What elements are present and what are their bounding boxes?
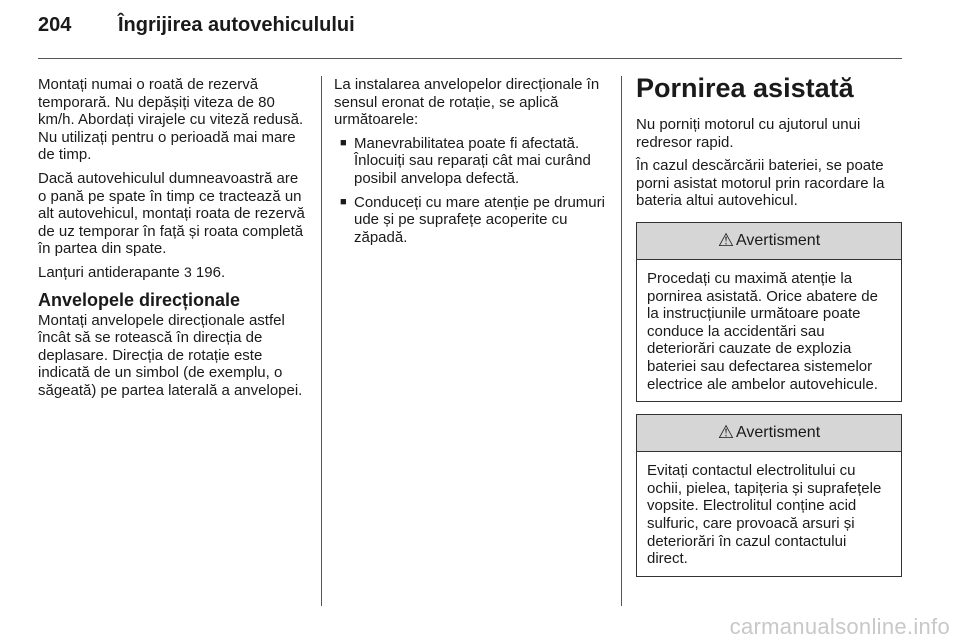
paragraph: În cazul descărcării bateriei, se poate porni asistat motorul prin racordare la bateria altui autovehicul. (636, 157, 885, 210)
column-divider-2 (621, 76, 622, 606)
list-item-text: Conduceți cu mare atenție pe drumuri ude și pe suprafețe acoperite cu zăpadă. (354, 193, 605, 246)
paragraph: La instalarea anvelopelor direcționale în sensul eronat de rotație, se aplică următoarele: (334, 76, 600, 129)
chains-reference (38, 264, 308, 282)
paragraph: Dacă autovehiculul dumneavoastră are o pană pe spate în timp ce tractează un alt autovehicul, montați roata de rezervă de uz temporar în față și roata completă în partea din spate. (38, 169, 305, 258)
warning-box (636, 222, 902, 402)
bullet-square-icon: ■ (340, 195, 347, 208)
chains-ref-page[interactable]: 196. (195, 263, 226, 281)
section-heading-directional-tires: Anvelopele direcționale (38, 289, 241, 310)
warning-header (637, 223, 901, 260)
warning-heading: Avertisment (735, 232, 821, 250)
warning-header (637, 415, 901, 452)
chains-ref-text: Lanțuri antiderapante (38, 263, 180, 281)
page-ref-arrow-icon: 3 (183, 263, 192, 280)
paragraph: Montați anvelopele direcționale astfel încât să se rotească în direcția de deplasare. Direcția de rotație este indicată de un simbol (de exemplu, o săgeată) pe partea laterală a anvelopei. (38, 311, 303, 399)
list-item-text: Manevrabilitatea poate fi afectată. Înlocuiți sau reparați cât mai curând posibil anvelopa defectă. (354, 134, 591, 187)
warning-box (636, 414, 902, 577)
page-number: 204 (38, 14, 72, 36)
warning-triangle-icon: ⚠ (717, 422, 734, 443)
list-item (334, 194, 606, 247)
section-title-jump-start: Pornirea asistată (636, 73, 854, 103)
paragraph: Montați numai o roată de rezervă temporară. Nu depășiți viteza de 80 km/h. Abordați virajele cu viteză redusă. Nu utilizați pentru o perioadă mai mare de timp. (38, 76, 304, 164)
header-rule (38, 58, 902, 59)
warning-triangle-icon: ⚠ (717, 230, 734, 251)
paragraph: Nu porniți motorul cu ajutorul unui redresor rapid. (636, 116, 861, 151)
column-2 (334, 76, 606, 252)
column-divider-1 (321, 76, 322, 606)
list-item (334, 135, 606, 188)
watermark: carmanualsonline.info (729, 614, 950, 639)
column-3 (636, 73, 902, 577)
page-header (38, 14, 355, 44)
bullet-square-icon: ■ (340, 136, 347, 149)
chapter-title: Îngrijirea autovehiculului (118, 14, 355, 36)
column-1 (38, 76, 308, 406)
warning-heading: Avertisment (735, 424, 821, 442)
warning-body: Evitați contactul electrolitului cu ochii, pielea, tapițeria și suprafețele vopsite. Electrolitul conține acid sulfuric, care provoacă arsuri și deteriorări în cazul contactului direct. (647, 462, 882, 568)
bullet-list (334, 135, 606, 247)
warning-body: Procedați cu maximă atenție la pornirea asistată. Orice abatere de la instrucțiunile următoare poate conduce la accidentări sau deteriorări cauzate de explozia bateriei sau defectarea sistemelor electrice ale ambelor autovehicule. (647, 269, 878, 393)
